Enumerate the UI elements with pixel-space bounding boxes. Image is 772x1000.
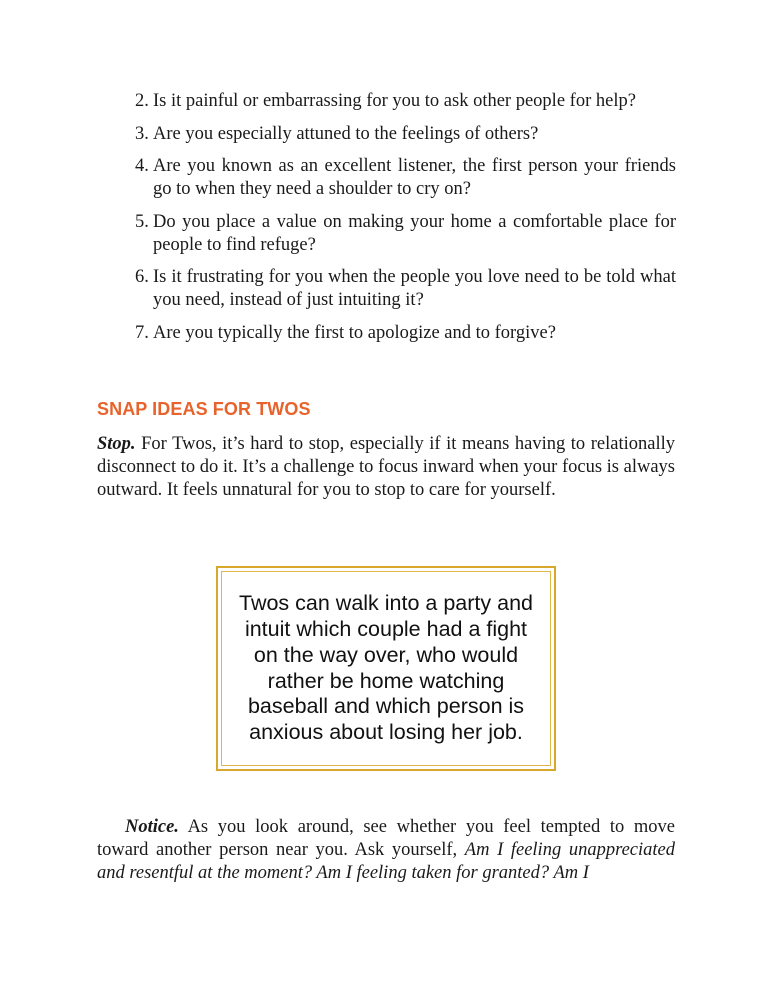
pull-quote-text: Twos can walk into a party and intuit which couple had a fight on the way over, who would rather be home watching baseball and which person is anxious about losing her job. bbox=[239, 591, 533, 745]
question-number: 2. bbox=[135, 91, 149, 111]
question-list bbox=[135, 90, 676, 354]
list-item bbox=[135, 155, 676, 201]
question-text: Are you typically the first to apologize and to forgive? bbox=[153, 322, 556, 343]
pull-quote-box bbox=[216, 566, 556, 771]
notice-lead: Notice. bbox=[125, 817, 179, 837]
question-text: Is it frustrating for you when the people you love need to be told what you need, instead of just intuiting it? bbox=[153, 267, 676, 310]
question-text: Are you especially attuned to the feelings of others? bbox=[153, 123, 539, 144]
pull-quote-frame bbox=[221, 571, 551, 766]
list-item bbox=[135, 322, 676, 345]
question-number: 4. bbox=[135, 156, 149, 176]
notice-italic: Am I feeling unappreciated and resentful at the moment? Am I feeling taken for granted? Am I bbox=[97, 840, 675, 883]
stop-lead: Stop. bbox=[97, 434, 136, 454]
question-number: 3. bbox=[135, 123, 149, 144]
question-number: 6. bbox=[135, 267, 149, 287]
question-number: 7. bbox=[135, 322, 149, 343]
list-item bbox=[135, 90, 676, 113]
notice-paragraph bbox=[97, 816, 675, 885]
question-text: Is it painful or embarrassing for you to ask other people for help? bbox=[153, 91, 636, 111]
section-heading: SNAP IDEAS FOR TWOS bbox=[97, 399, 311, 419]
question-text: Are you known as an excellent listener, the first person your friends go to when they need a shoulder to cry on? bbox=[153, 156, 676, 199]
stop-body: For Twos, it’s hard to stop, especially if it means having to relationally disconnect to do it. It’s a challenge to focus inward when your focus is always outward. It feels unnatural for you to stop to care for yourself. bbox=[97, 434, 675, 500]
list-item bbox=[135, 211, 676, 257]
stop-paragraph bbox=[97, 433, 675, 502]
notice-body: As you look around, see whether you feel tempted to move toward another person near you. Ask yourself, bbox=[97, 817, 675, 860]
list-item bbox=[135, 123, 676, 146]
question-number: 5. bbox=[135, 211, 149, 232]
question-text: Do you place a value on making your home a comfortable place for people to find refuge? bbox=[153, 211, 676, 255]
list-item bbox=[135, 266, 676, 312]
